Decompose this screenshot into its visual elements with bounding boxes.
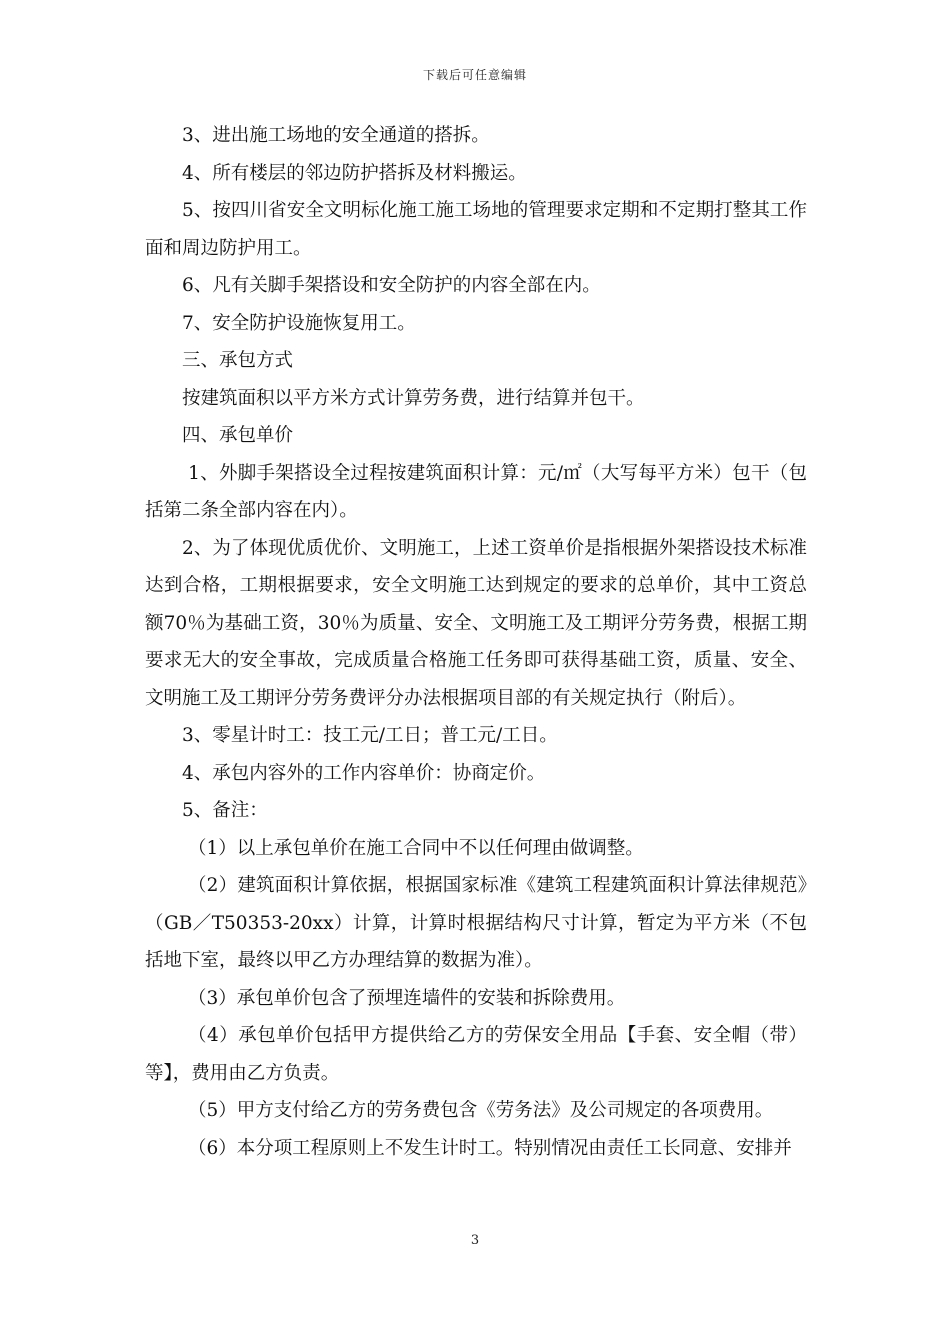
note-item: （1）以上承包单价在施工合同中不以任何理由做调整。 [188, 837, 644, 859]
paragraph: 6、凡有关脚手架搭设和安全防护的内容全部在内。 [182, 275, 601, 296]
paragraph: 5、备注： [182, 800, 268, 821]
paragraph: 3、零星计时工：技工元/工日；普工元/工日。 [182, 725, 558, 746]
document-body [145, 117, 807, 1167]
paragraph: 3、进出施工场地的安全通道的搭拆。 [182, 125, 490, 146]
paragraph: 7、安全防护设施恢复用工。 [182, 312, 416, 334]
paragraph: 1、外脚手架搭设全过程按建筑面积计算：元/㎡（大写每平方米）包干（包括第二条全部内容在内）。 [145, 462, 807, 521]
page-number: 3 [470, 1233, 480, 1248]
section-heading: 四、承包单价 [182, 425, 294, 446]
paragraph: 2、为了体现优质优价、文明施工，上述工资单价是指根据外架搭设技术标准达到合格，工期根据要求，安全文明施工达到规定的要求的总单价，其中工资总额70％为基础工资，30％为质量、安全、文明施工及工期评分劳务费，根据工期要求无大的安全事故，完成质量合格施工任务即可获得基础工资，质量、安全、文明施工及工期评分劳务费评分办法根据项目部的有关规定执行（附后）。 [145, 537, 807, 709]
page-header: 下载后可任意编辑 [422, 68, 527, 82]
note-item: （5）甲方支付给乙方的劳务费包含《劳务法》及公司规定的各项费用。 [188, 1100, 774, 1121]
paragraph: 4、所有楼层的邻边防护搭拆及材料搬运。 [182, 162, 527, 184]
note-item: （3）承包单价包含了预埋连墙件的安装和拆除费用。 [188, 987, 626, 1009]
paragraph: 4、承包内容外的工作内容单价：协商定价。 [182, 762, 546, 784]
section-heading: 三、承包方式 [182, 350, 294, 371]
note-item: （4）承包单价包括甲方提供给乙方的劳保安全用品【手套、安全帽（带）等】，费用由乙方负责。 [145, 1025, 807, 1084]
paragraph: 5、按四川省安全文明标化施工施工场地的管理要求定期和不定期打整其工作面和周边防护用工。 [145, 200, 807, 259]
paragraph: 按建筑面积以平方米方式计算劳务费，进行结算并包干。 [182, 387, 645, 409]
note-item: （6）本分项工程原则上不发生计时工。特别情况由责任工长同意、安排并 [188, 1137, 792, 1159]
note-item: （2）建筑面积计算依据，根据国家标准《建筑工程建筑面积计算法律规范》（GB／T50353-20xx）计算，计算时根据结构尺寸计算，暂定为平方米（不包括地下室，最终以甲乙方办理结算的数据为准）。 [145, 875, 807, 971]
